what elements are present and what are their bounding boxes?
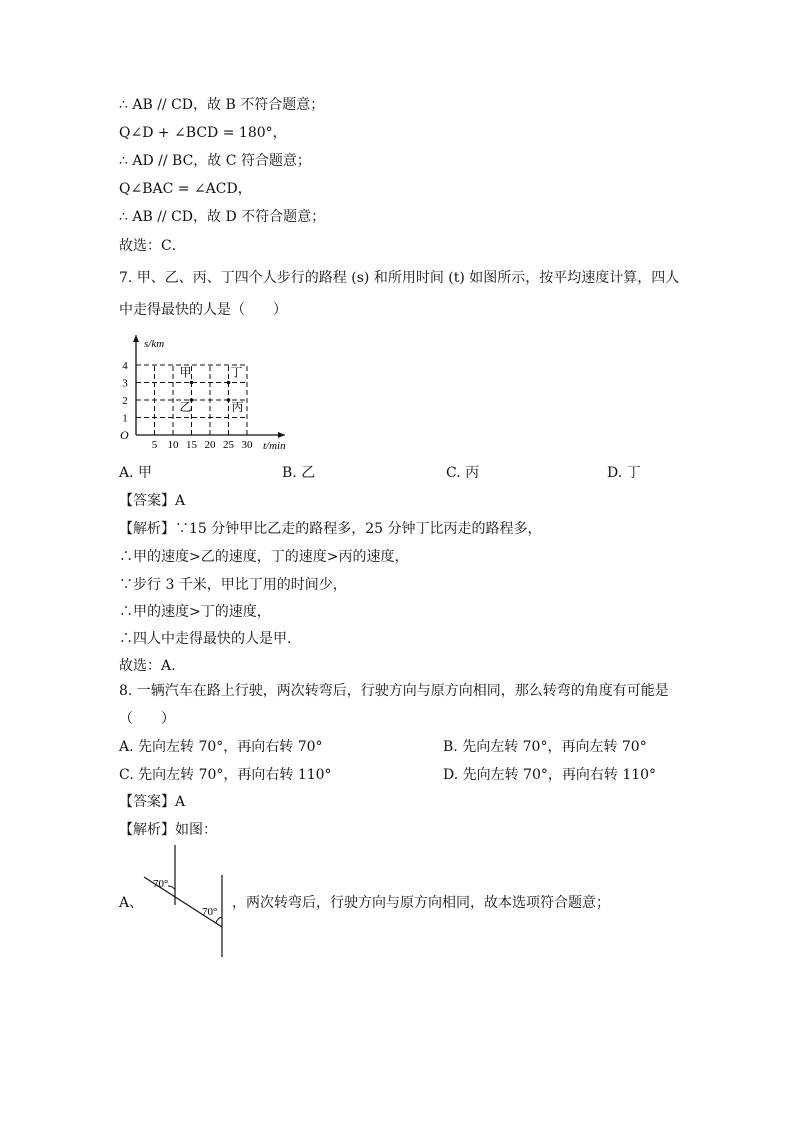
data-point-label-2: 乙 xyxy=(179,400,192,414)
angle-arc-top xyxy=(168,886,175,890)
q7-analysis-line-3: ∵步行 3 千米，甲比丁用的时间少， xyxy=(119,577,347,593)
q8-analysis-intro: 【解析】如图： xyxy=(119,822,217,838)
q7-option-c: C. 丙 xyxy=(446,465,480,481)
q7-stem-line-2: 中走得最快的人是（ ） xyxy=(119,302,287,318)
solution-line-4: Q∠BAC = ∠ACD， xyxy=(119,181,252,197)
data-point-label-3: 丙 xyxy=(231,400,244,414)
y-tick-label-4: 4 xyxy=(122,360,128,372)
solution-line-3: ∴ AD // BC，故 C 符合题意； xyxy=(119,153,311,169)
q7-analysis-line-1: 【解析】∵15 分钟甲比乙走的路程多，25 分钟丁比丙走的路程多， xyxy=(119,521,542,537)
q8-figure-description: ，两次转弯后，行驶方向与原方向相同，故本选项符合题意； xyxy=(232,895,610,911)
x-tick-label-5: 5 xyxy=(151,439,158,451)
q8-turn-figure xyxy=(140,845,235,960)
q7-option-b: B. 乙 xyxy=(282,465,316,481)
q7-answer: 【答案】A xyxy=(119,493,186,509)
data-point-label-4: 丁 xyxy=(230,365,243,380)
q7-chart xyxy=(110,325,300,455)
angle-label-bottom: 70° xyxy=(202,906,218,918)
x-tick-label-10: 10 xyxy=(167,439,179,451)
q8-option-b: B. 先向左转 70°，再向左转 70° xyxy=(443,739,647,755)
x-axis-arrow xyxy=(278,432,285,438)
x-tick-label-20: 20 xyxy=(204,439,216,451)
y-tick-label-1: 1 xyxy=(122,412,128,425)
q7-analysis-line-5: ∴四人中走得最快的人是甲. xyxy=(119,631,292,647)
angle-label-top: 70° xyxy=(153,878,169,890)
solution-line-5: ∴ AB // CD，故 D 不符合题意； xyxy=(119,209,326,225)
origin-label: O xyxy=(120,428,129,442)
q7-stem-line-1: 7. 甲、乙、丙、丁四个人步行的路程 (s) 和所用时间 (t) 如图所示，按平均速度计算，四人 xyxy=(119,270,680,286)
q8-option-d: D. 先向左转 70°，再向右转 110° xyxy=(443,767,657,783)
x-axis-label: t/min xyxy=(263,440,286,452)
y-axis-label: s/km xyxy=(144,338,165,350)
data-point-label-1: 甲 xyxy=(179,365,192,380)
q8-stem-line-2: （ ） xyxy=(119,711,175,727)
y-tick-label-2: 2 xyxy=(122,395,128,407)
q7-analysis-line-2: ∴甲的速度>乙的速度，丁的速度>丙的速度， xyxy=(119,549,409,565)
data-point-4 xyxy=(227,381,231,385)
solution-line-2: Q∠D + ∠BCD = 180°， xyxy=(119,125,287,141)
solution-line-1: ∴ AB // CD，故 B 不符合题意； xyxy=(119,97,325,113)
q7-conclusion: 故选：A. xyxy=(119,658,176,674)
y-axis-arrow xyxy=(133,335,139,342)
q8-option-c: C. 先向左转 70°，再向右转 110° xyxy=(119,767,332,783)
solution-line-6: 故选：C． xyxy=(119,238,186,254)
q8-figure-prefix: A、 xyxy=(119,895,144,911)
y-tick-label-3: 3 xyxy=(122,377,128,390)
data-point-3 xyxy=(227,398,231,402)
q8-stem-line-1: 8. 一辆汽车在路上行驶，两次转弯后，行驶方向与原方向相同，那么转弯的角度有可能是 xyxy=(119,683,669,699)
q7-analysis-line-4: ∴甲的速度>丁的速度， xyxy=(119,604,271,620)
x-tick-label-25: 25 xyxy=(223,439,234,451)
q7-option-d: D. 丁 xyxy=(607,465,641,481)
q8-answer: 【答案】A xyxy=(119,794,186,810)
x-tick-label-30: 30 xyxy=(241,439,253,451)
q7-option-a: A. 甲 xyxy=(119,465,153,481)
data-point-1 xyxy=(190,381,194,385)
q8-option-a: A. 先向左转 70°，再向右转 70° xyxy=(119,739,323,755)
x-tick-label-15: 15 xyxy=(186,439,197,451)
